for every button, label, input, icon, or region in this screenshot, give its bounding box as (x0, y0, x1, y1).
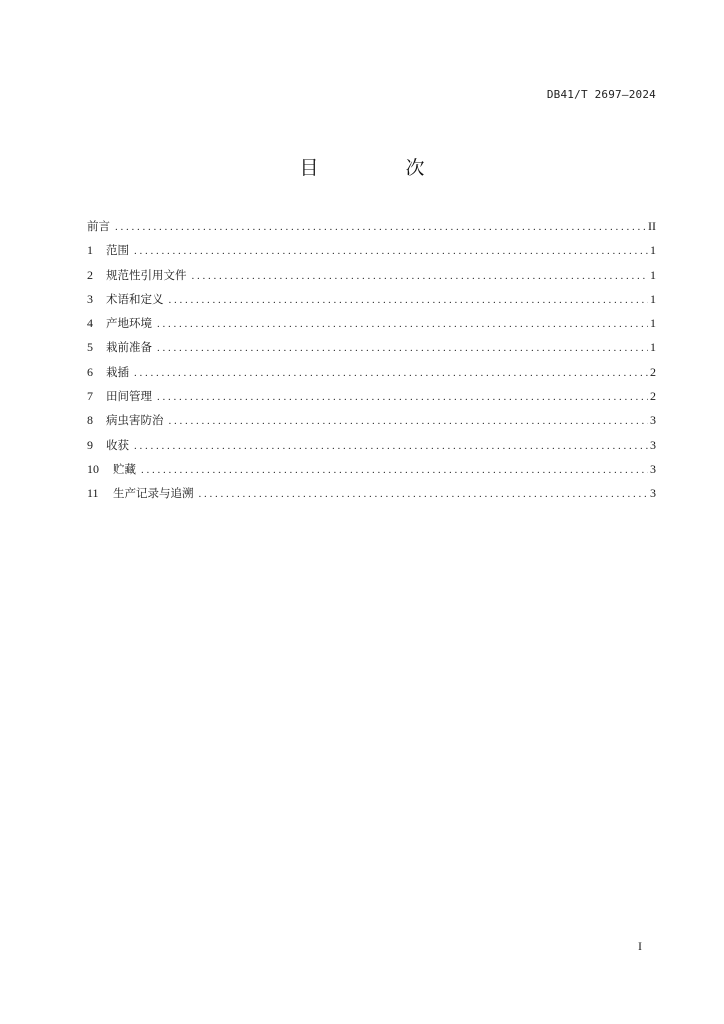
toc-entry-9[interactable] (87, 437, 656, 461)
toc-entry-number: 10 (87, 461, 99, 476)
document-code: DB41/T 2697—2024 (546, 88, 656, 101)
toc-entry-label: 收获 (106, 437, 129, 452)
toc-entry-3[interactable] (87, 291, 656, 315)
toc-leader-dots (154, 342, 648, 354)
toc-leader-dots (131, 367, 648, 379)
toc-entry-7[interactable] (87, 388, 656, 412)
toc-entry-number: 3 (87, 291, 93, 306)
toc-leader-dots (131, 440, 648, 452)
toc-entry-label: 生产记录与追溯 (113, 486, 194, 501)
toc-entry-label: 病虫害防治 (106, 413, 164, 428)
toc-entry-label: 范围 (106, 243, 129, 258)
toc-entry-label: 产地环境 (106, 316, 152, 331)
toc-entry-10[interactable] (87, 461, 656, 485)
toc-entry-label: 规范性引用文件 (106, 267, 187, 282)
toc-entry-page: 1 (650, 340, 656, 355)
toc-entry-page: 3 (650, 437, 656, 452)
toc-entry-page: 1 (650, 243, 656, 258)
toc-entry-label: 贮藏 (113, 461, 136, 476)
toc-entry-6[interactable] (87, 364, 656, 388)
toc-leader-dots (112, 221, 648, 233)
toc-entry-1[interactable] (87, 242, 656, 266)
toc-entry-page: 1 (650, 267, 656, 282)
toc-entry-2[interactable] (87, 267, 656, 291)
table-of-contents (87, 218, 656, 510)
toc-leader-dots (138, 464, 648, 476)
toc-leader-dots (166, 415, 649, 427)
toc-entry-11[interactable] (87, 485, 656, 509)
toc-entry-number: 7 (87, 389, 93, 404)
toc-entry-number: 5 (87, 340, 93, 355)
toc-leader-dots (166, 294, 649, 306)
toc-entry-label: 栽前准备 (106, 340, 152, 355)
toc-leader-dots (154, 318, 648, 330)
toc-entry-5[interactable] (87, 339, 656, 363)
toc-entry-8[interactable] (87, 412, 656, 436)
toc-entry-foreword[interactable] (87, 218, 656, 242)
toc-leader-dots (189, 270, 649, 282)
toc-entry-label: 栽插 (106, 364, 129, 379)
toc-entry-label: 前言 (87, 219, 110, 233)
toc-entry-page: 2 (650, 389, 656, 404)
toc-entry-number: 6 (87, 364, 93, 379)
toc-entry-number: 9 (87, 437, 93, 452)
toc-entry-number: 4 (87, 316, 93, 331)
toc-title: 目 次 (299, 157, 459, 179)
toc-entry-number: 2 (87, 267, 93, 282)
toc-entry-page: II (648, 219, 656, 233)
toc-entry-label: 田间管理 (106, 389, 152, 404)
toc-leader-dots (196, 488, 649, 500)
toc-entry-4[interactable] (87, 315, 656, 339)
toc-entry-page: 1 (650, 316, 656, 331)
toc-entry-page: 1 (650, 291, 656, 306)
page-number: I (638, 939, 642, 953)
toc-entry-page: 3 (650, 413, 656, 428)
toc-entry-page: 3 (650, 486, 656, 501)
toc-entry-number: 11 (87, 486, 99, 501)
toc-entry-number: 8 (87, 413, 93, 428)
toc-entry-page: 2 (650, 364, 656, 379)
toc-entry-label: 术语和定义 (106, 291, 164, 306)
toc-leader-dots (154, 391, 648, 403)
toc-entry-page: 3 (650, 461, 656, 476)
toc-entry-number: 1 (87, 243, 93, 258)
toc-leader-dots (131, 245, 648, 257)
